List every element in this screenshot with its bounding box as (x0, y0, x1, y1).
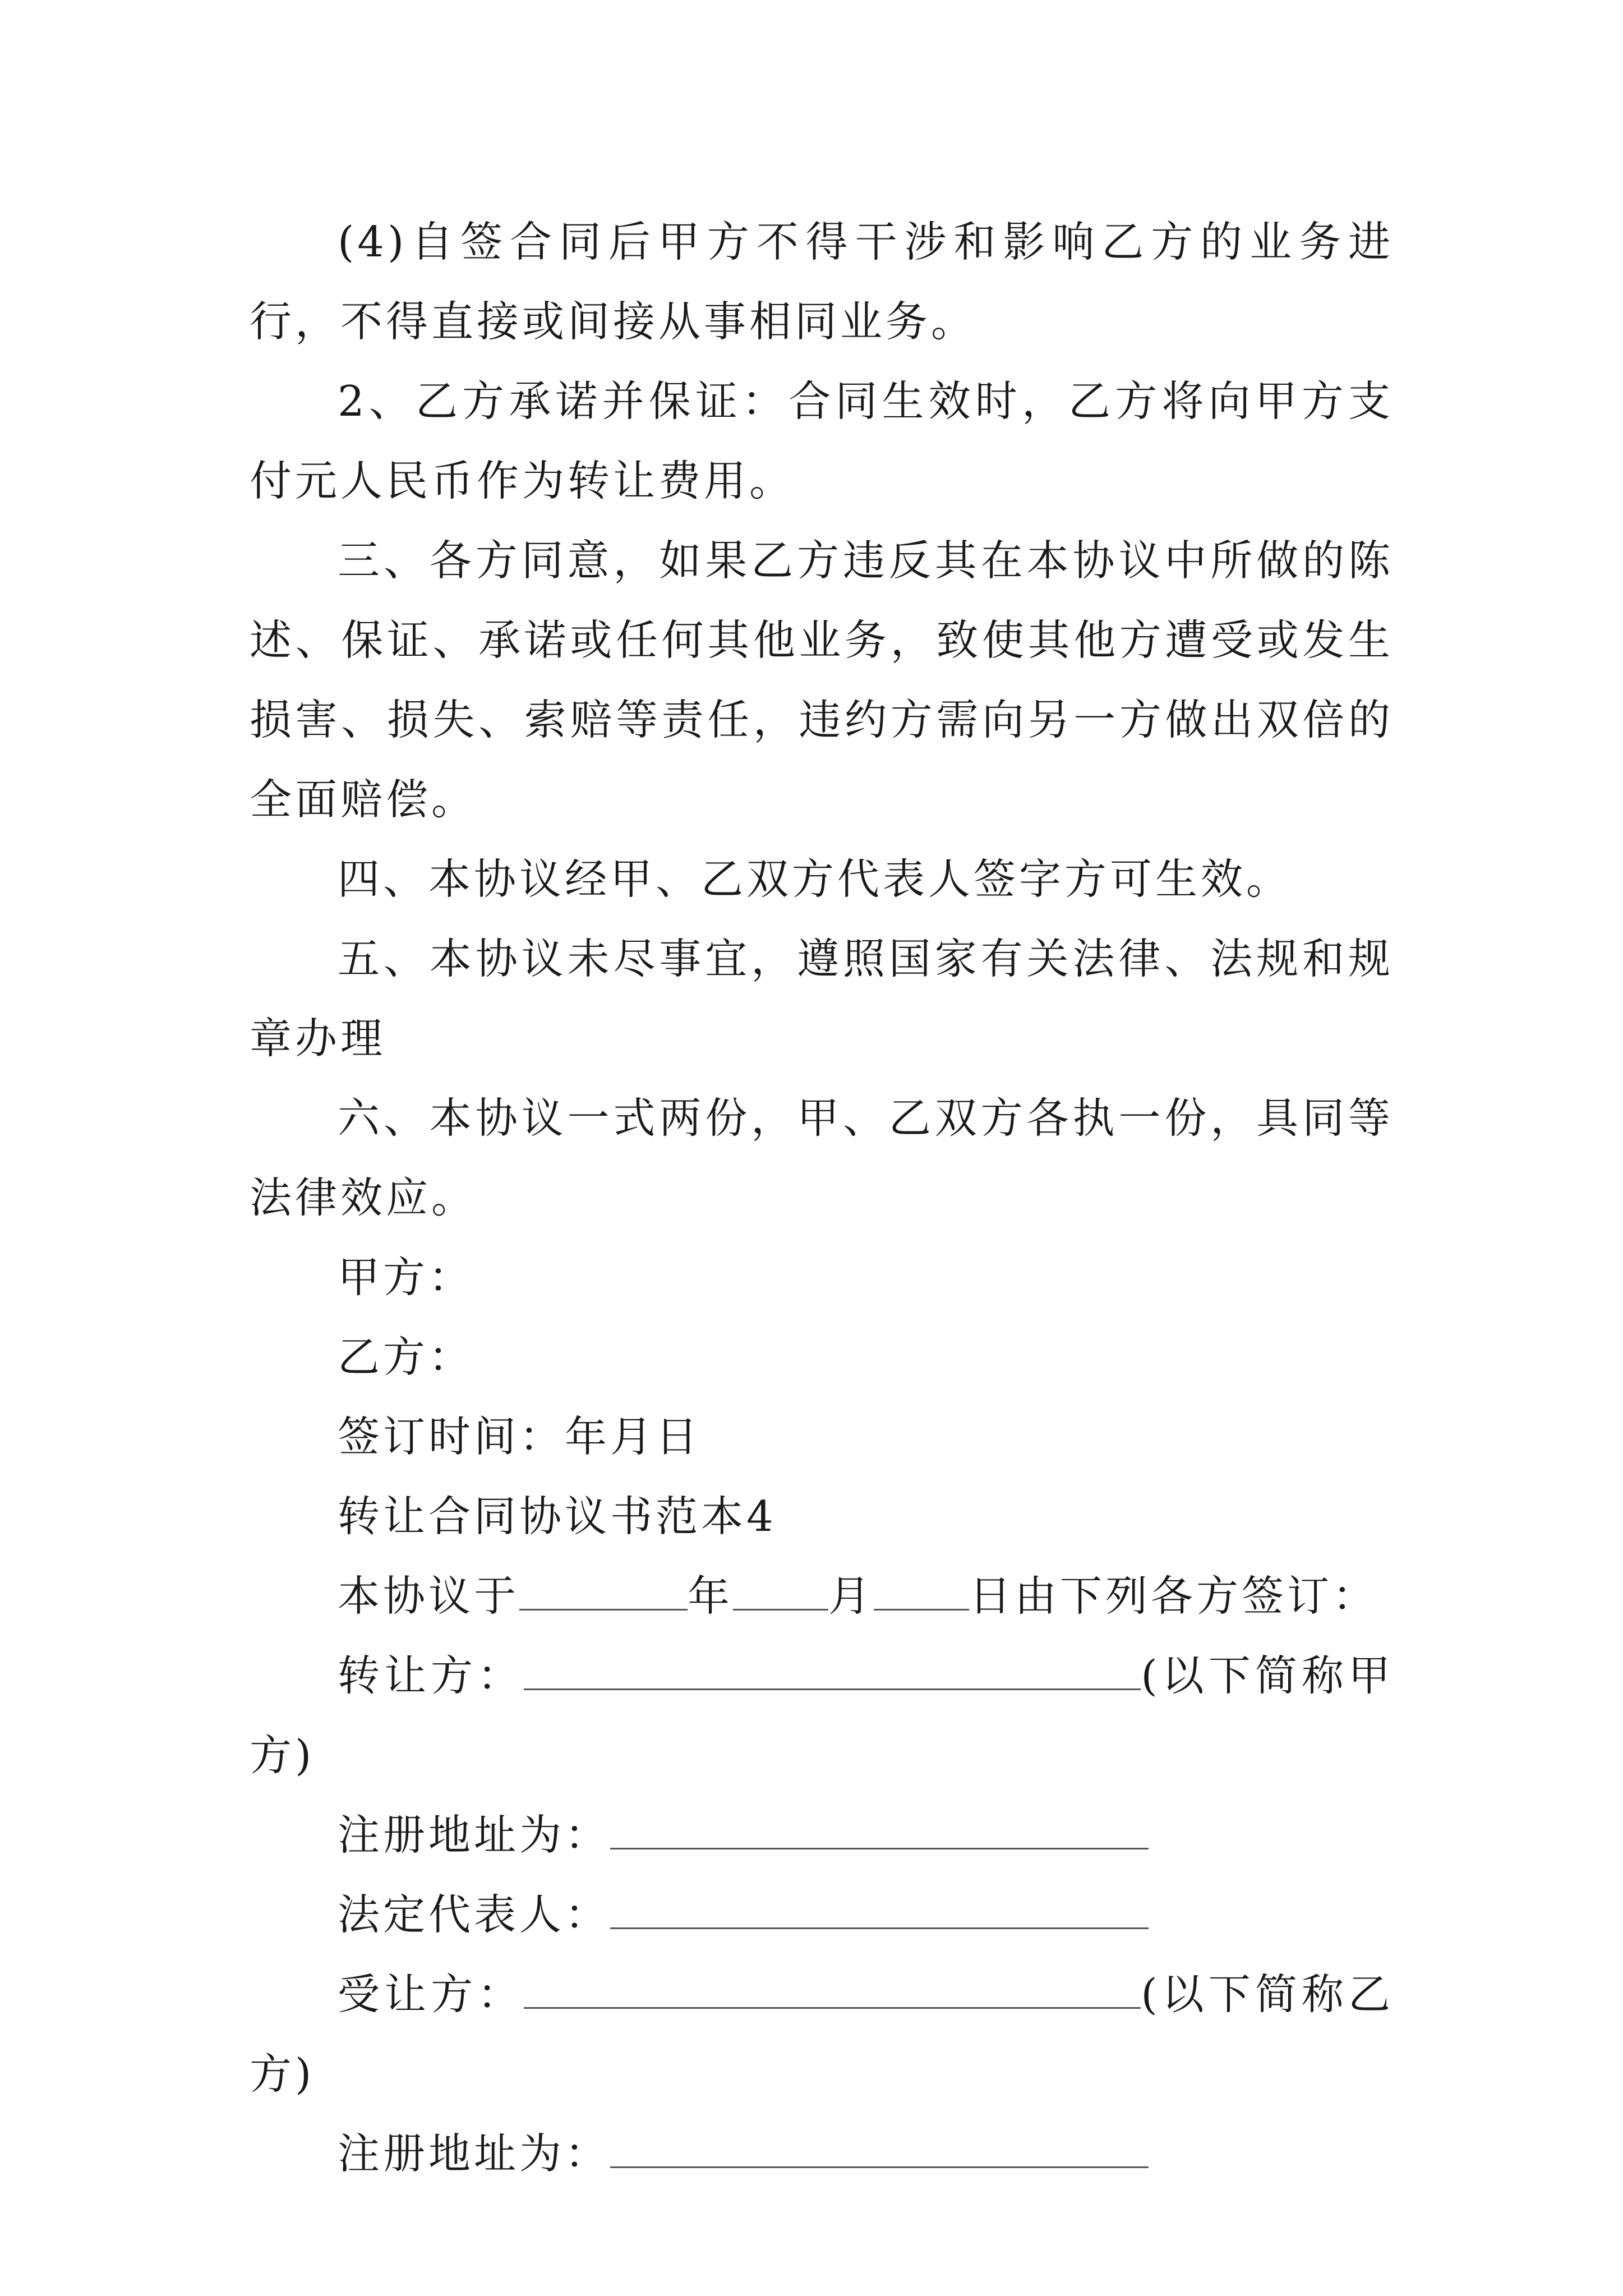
party-a-label: 甲方： (338, 1253, 474, 1302)
legal-rep-label: 法定代表人： (338, 1890, 611, 1939)
transferee-label: 受让方： (338, 1970, 524, 2019)
document-body (250, 202, 1394, 2193)
legal-rep-line (250, 1875, 1394, 1954)
reg-address-line-2 (250, 2114, 1394, 2193)
month-label: 月 (828, 1571, 874, 1621)
clause-payment-commitment: 2、乙方承诺并保证：合同生效时，乙方将向甲方支付元人民币作为转让费用。 (250, 376, 1394, 505)
clause-breach-compensation: 三、各方同意，如果乙方违反其在本协议中所做的陈述、保证、承诺或任何其他业务，致使其他方遭受或发生损害、损失、索赔等责任，违约方需向另一方做出双倍的全面赔偿。 (250, 536, 1394, 824)
reg-address-label-2: 注册地址为： (338, 2129, 611, 2178)
date-prefix: 本协议于 (338, 1571, 520, 1621)
transferee-note: (以下简称乙方) (250, 1970, 1394, 2099)
transferee-blank (524, 1973, 1141, 2009)
day-blank (874, 1575, 969, 1611)
legal-rep-blank (610, 1894, 1149, 1929)
clause-effectiveness: 四、本协议经甲、乙双方代表人签字方可生效。 (338, 854, 1292, 904)
transferor-note: (以下简称甲方) (250, 1651, 1394, 1780)
year-label: 年 (688, 1571, 734, 1621)
month-blank (733, 1575, 828, 1611)
reg-address-label-1: 注册地址为： (338, 1810, 611, 1860)
agreement-date-line (250, 1556, 1394, 1636)
party-b-label: 乙方： (338, 1332, 474, 1382)
transferee-line (250, 1954, 1394, 2114)
clause-unresolved-matters: 五、本协议未尽事宜，遵照国家有关法律、法规和规章办理 (250, 934, 1394, 1063)
clause-copies: 六、本协议一式两份，甲、乙双方各执一份，具同等法律效应。 (250, 1093, 1394, 1222)
date-suffix: 日由下列各方签订： (969, 1571, 1378, 1621)
sign-time-label: 签订时间：年月日 (338, 1412, 702, 1461)
year-blank (519, 1575, 688, 1611)
transferor-blank (524, 1655, 1141, 1690)
reg-address-line-1 (250, 1795, 1394, 1875)
transferor-label: 转让方： (338, 1651, 524, 1700)
clause-4-non-interference: (4)自签合同后甲方不得干涉和影响乙方的业务进行，不得直接或间接从事相同业务。 (250, 217, 1394, 346)
transferor-line (250, 1636, 1394, 1795)
reg-address-blank-1 (610, 1814, 1149, 1849)
section-title: 转让合同协议书范本4 (338, 1492, 777, 1541)
reg-address-blank-2 (610, 2133, 1149, 2168)
